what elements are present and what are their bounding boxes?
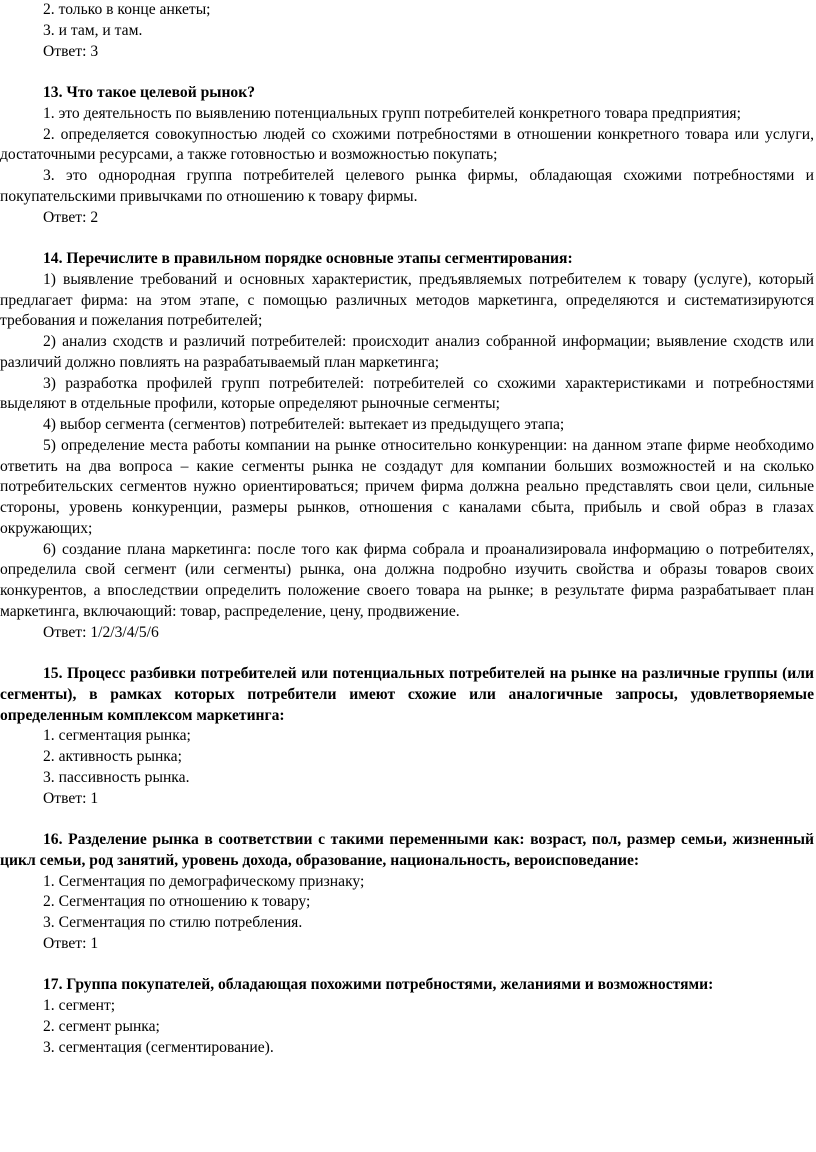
question-16-title: 16. Разделение рынка в соответствии с такими переменными как: возраст, пол, размер семьи, жизненный цикл семьи, род занятий, уровень дохода, образование, национальность, вероисповедание: bbox=[0, 831, 814, 869]
q16-answer: Ответ: 1 bbox=[43, 934, 99, 952]
question-14-title: 14. Перечислите в правильном порядке основные этапы сегментирования: bbox=[43, 250, 573, 267]
q14-step-3: 3) разработка профилей групп потребителей: потребителей со схожими характеристиками и потребностями выделяют в отдельные профили, которые определяют рыночные сегменты; bbox=[0, 374, 814, 413]
q14-step-5: 5) определение места работы компании на рынке относительно конкуренции: на данном этапе фирме необходимо ответить на два вопроса – какие сегменты рынка не создадут для компании больших возможностей и на сколько потребительских сегментов нужно ориентироваться; причем фирма должна реально представлять свои цели, сильные стороны, уровень конкуренции, размеры рынков, отношения с каналами сбыта, прибыль и свой образ в глазах окружающих; bbox=[0, 436, 814, 537]
q14-step-4: 4) выбор сегмента (сегментов) потребителей: вытекает из предыдущего этапа; bbox=[43, 416, 565, 433]
q14-step-2: 2) анализ сходств и различий потребителей: происходит анализ собранной информации; выявление сходств или различий должно повлиять на разрабатываемый план маркетинга; bbox=[0, 333, 814, 371]
q14-step-1: 1) выявление требований и основных характеристик, предъявляемых потребителем к товару (услуге), который предлагает фирма: на этом этапе, с помощью различных методов маркетинга, определяются и систематизируются требования и пожелания потребителей; bbox=[0, 270, 814, 330]
q17-option-3: 3. сегментация (сегментирование). bbox=[43, 1038, 274, 1056]
q14-answer: Ответ: 1/2/3/4/5/6 bbox=[43, 623, 159, 641]
answer: Ответ: 3 bbox=[43, 42, 99, 60]
q15-option-1: 1. сегментация рынка; bbox=[43, 727, 191, 745]
q15-option-3: 3. пассивность рынка. bbox=[43, 768, 190, 786]
q17-option-1: 1. сегмент; bbox=[43, 997, 116, 1014]
q15-option-2: 2. активность рынка; bbox=[43, 748, 182, 765]
q15-answer: Ответ: 1 bbox=[43, 789, 99, 807]
question-13-title: 13. Что такое целевой рынок? bbox=[43, 84, 256, 101]
q17-option-2: 2. сегмент рынка; bbox=[43, 1017, 160, 1035]
q16-option-3: 3. Сегментация по стилю потребления. bbox=[43, 914, 303, 931]
q14-step-6: 6) создание плана маркетинга: после того как фирма собрала и проанализировала информацию о потребителях, определила свой сегмент (или сегменты) рынка, она должна подробно изучить свойства и образы товаров своих конкурентов, а впоследствии определить положение своего товара на рынке; в результате фирма разрабатывает план маркетинга, включающий: товар, распределение, цену, продвижение. bbox=[0, 540, 814, 620]
list-item: 2. только в конце анкеты; bbox=[43, 1, 211, 18]
q13-option-1: 1. это деятельность по выявлению потенциальных групп потребителей конкретного товара предприятия; bbox=[43, 104, 741, 122]
q16-option-2: 2. Сегментация по отношению к товару; bbox=[43, 893, 311, 911]
list-item: 3. и там, и там. bbox=[43, 21, 143, 39]
question-17-title: 17. Группа покупателей, обладающая похожими потребностями, желаниями и возможностями: bbox=[43, 976, 714, 994]
q16-option-1: 1. Сегментация по демографическому признаку; bbox=[43, 872, 365, 890]
q13-option-2: 2. определяется совокупностью людей со схожими потребностями в отношении конкретного товара или услуги, достаточными ресурсами, а также готовностью и возможностью покупать; bbox=[0, 125, 814, 164]
question-15-title: 15. Процесс разбивки потребителей или потенциальных потребителей на рынке на различные группы (или сегменты), в рамках которых потребители имеют схожие или аналогичные запросы, удовлетворяемые определенным комплексом маркетинга: bbox=[0, 665, 814, 724]
q13-option-3: 3. это однородная группа потребителей целевого рынка фирмы, обладающая схожими потребностями и покупательскими привычками по отношению к товару фирмы. bbox=[0, 167, 814, 205]
q13-answer: Ответ: 2 bbox=[43, 208, 99, 226]
